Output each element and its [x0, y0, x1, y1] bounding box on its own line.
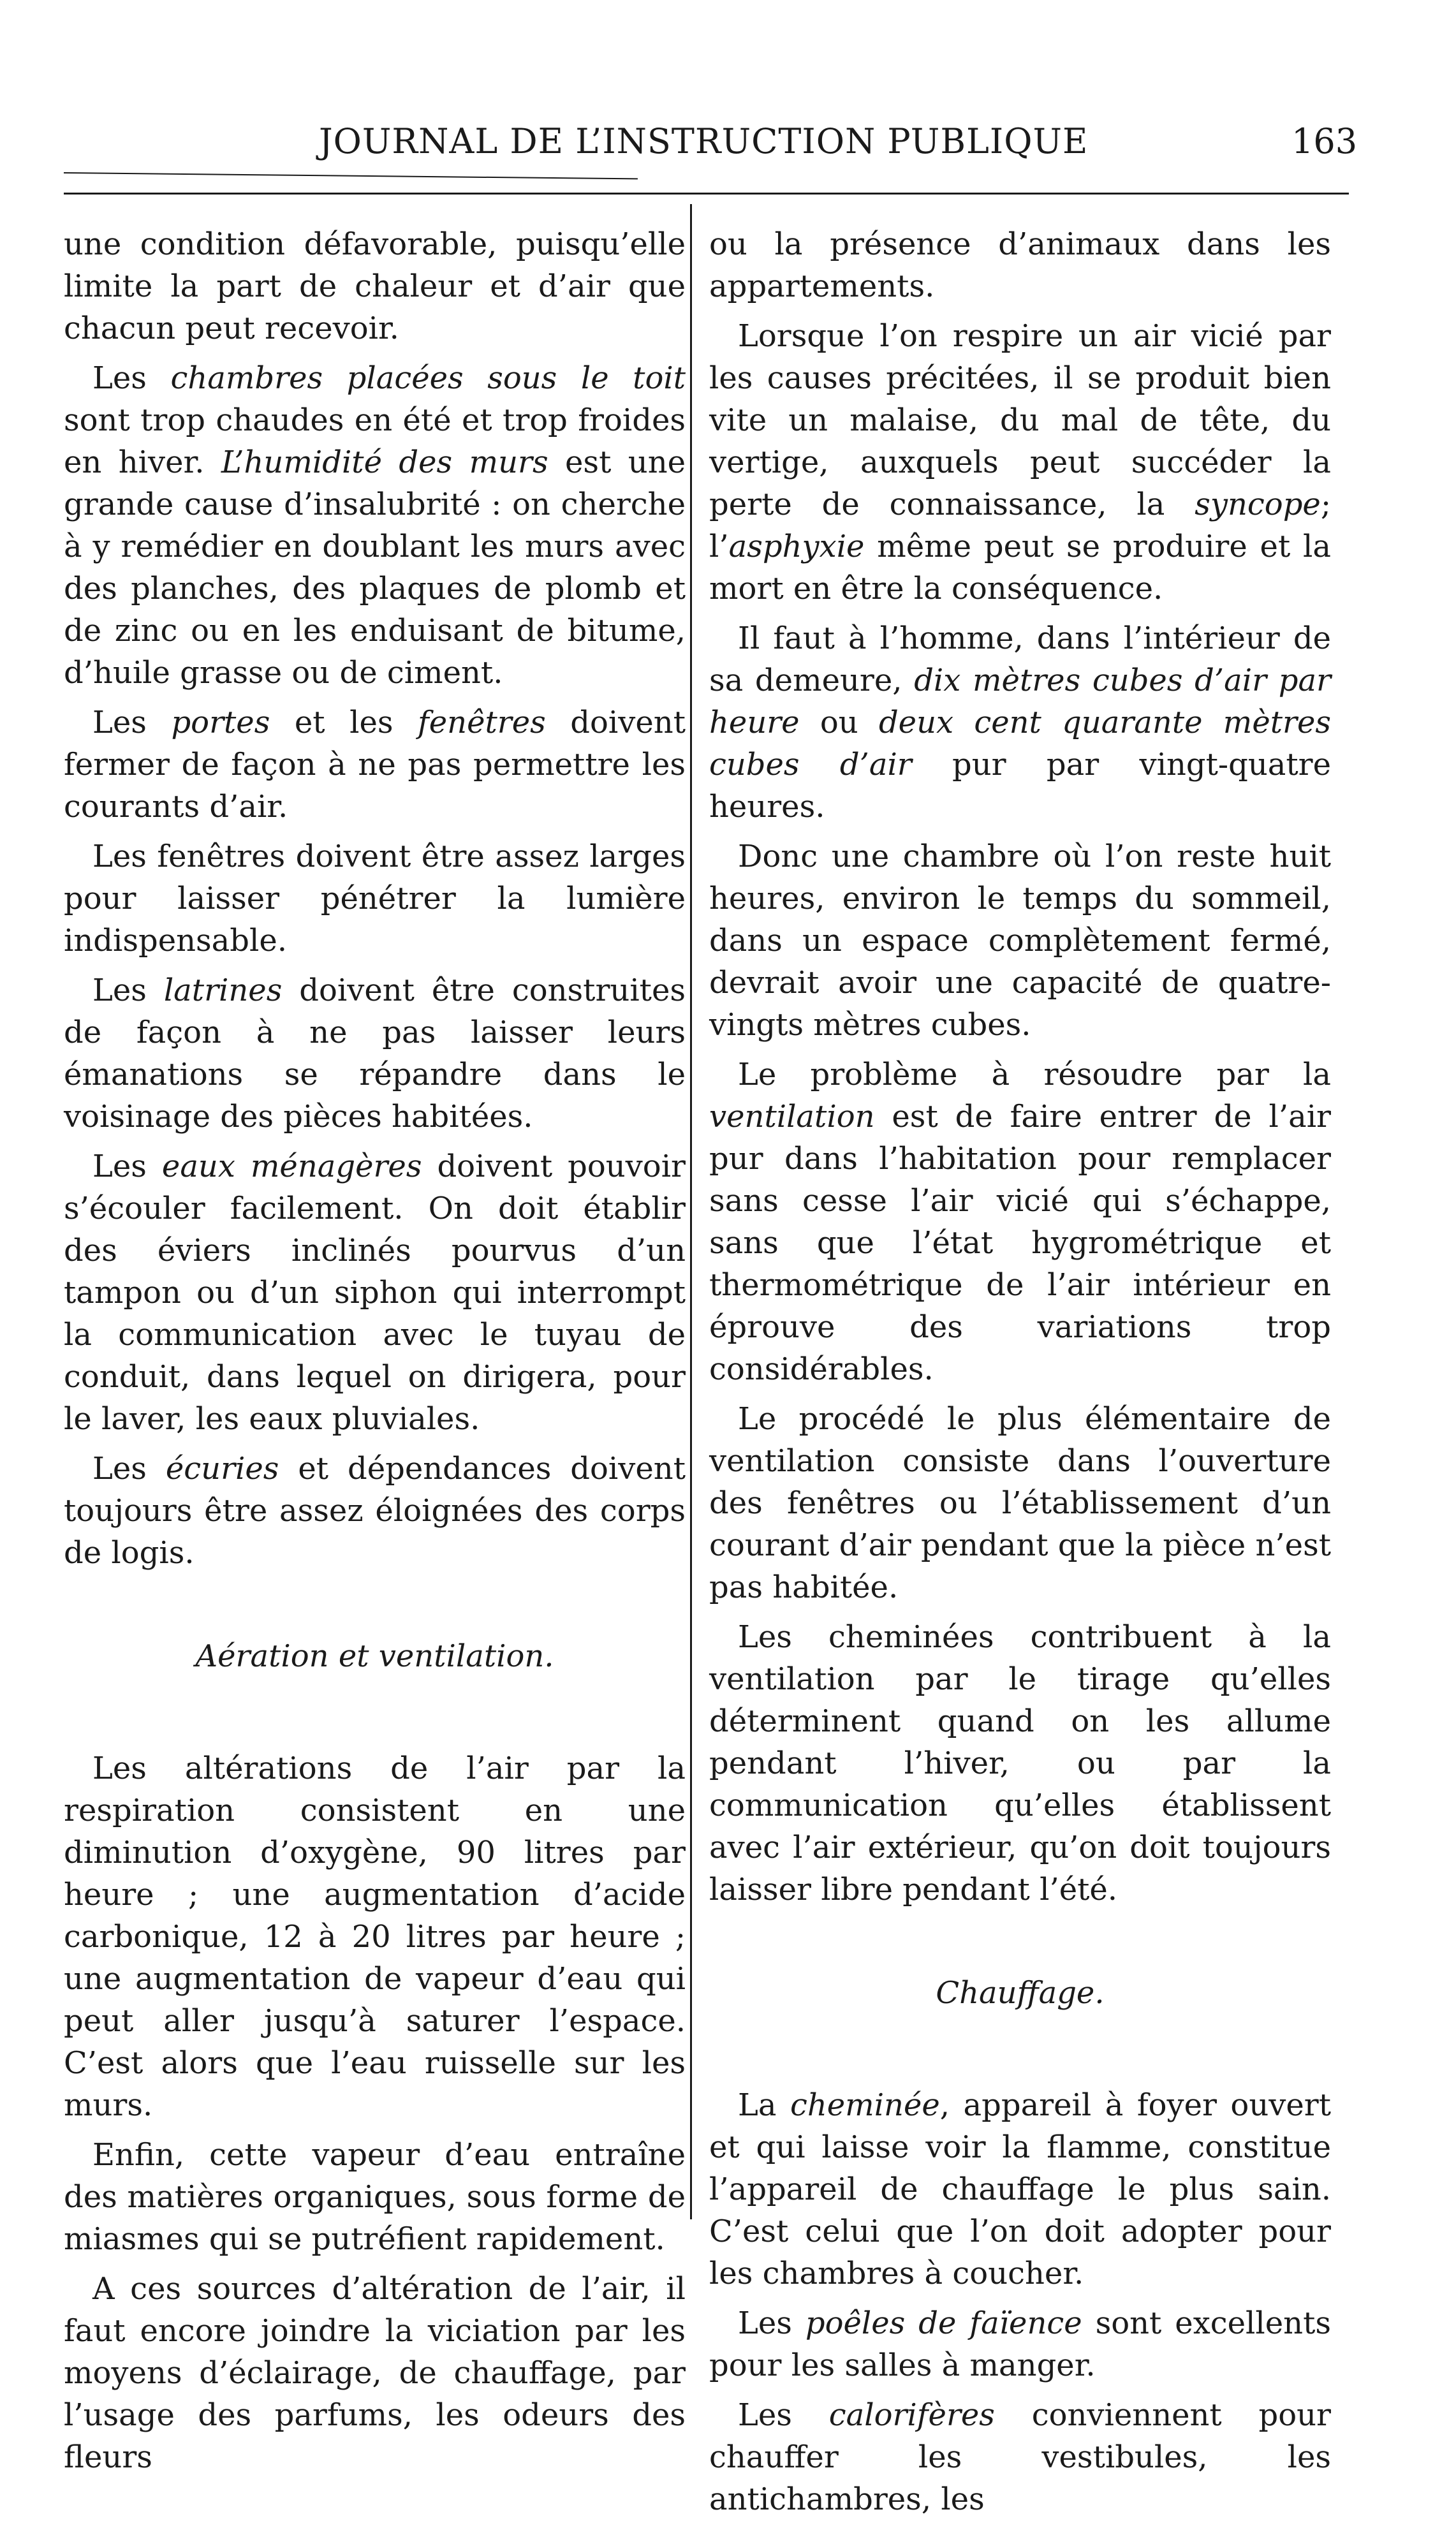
header-rule	[64, 193, 1349, 195]
left-column	[64, 223, 686, 2486]
column-divider	[690, 204, 692, 2219]
paragraph: Les écuries et dépendances doivent toujours être assez éloignées des corps de logis.	[64, 1451, 686, 1571]
paragraph: Les calorifères conviennent pour chauffer les vestibules, les antichambres, les	[709, 2397, 1332, 2517]
running-header	[0, 121, 1456, 166]
page-number: 163	[1291, 121, 1358, 161]
paragraph: A ces sources d’altération de l’air, il faut encore joindre la viciation par les moyens d’éclairage, de chauffage, par l’usage des parfums, les odeurs des fleurs	[64, 2271, 686, 2475]
paragraph: Enfin, cette vapeur d’eau entraîne des matières organiques, sous forme de miasmes qui se putréfient rapidement.	[64, 2137, 686, 2257]
paragraph: Les poêles de faïence sont excellents pour les salles à manger.	[709, 2305, 1331, 2383]
paragraph: Les fenêtres doivent être assez larges pour laisser pénétrer la lumière indispensable.	[64, 839, 686, 959]
paragraph: Les eaux ménagères doivent pouvoir s’écouler facilement. On doit établir des éviers inclinés pourvus d’un tampon ou d’un siphon qui interrompt la communication avec le tuyau de conduit, dans lequel on dirigera, pour le laver, les eaux pluviales.	[64, 1149, 686, 1437]
paragraph: Le procédé le plus élémentaire de ventilation consiste dans l’ouverture des fenêtres ou l’établissement d’un courant d’air pendant que la pièce n’est pas habitée.	[709, 1401, 1331, 1605]
paragraph: Le problème à résoudre par la ventilation est de faire entrer de l’air pur dans l’habitation pour remplacer sans cesse l’air vicié qui s’échappe, sans que l’état hygrométrique et thermométrique de l’air intérieur en éprouve des variations trop considérables.	[709, 1057, 1331, 1387]
journal-title: JOURNAL DE L’INSTRUCTION PUBLIQUE	[319, 121, 1089, 161]
header-rule-thin	[64, 172, 638, 179]
right-column	[709, 223, 1331, 2528]
paragraph: Il faut à l’homme, dans l’intérieur de sa demeure, dix mètres cubes d’air par heure ou deux cent quarante mètres cubes d’air pur par vingt-quatre heures.	[709, 621, 1331, 825]
paragraph: Lorsque l’on respire un air vicié par les causes précitées, il se produit bien vite un malaise, du mal de tête, du vertige, auxquels peut succéder la perte de connaissance, la syncope; l’asphyxie même peut se produire et la mort en être la conséquence.	[709, 318, 1331, 606]
section-heading-aeration: Aération et ventilation.	[195, 1638, 554, 1674]
paragraph: Les latrines doivent être construites de façon à ne pas laisser leurs émanations se répandre dans le voisinage des pièces habitées.	[64, 973, 686, 1135]
paragraph: ou la présence d’animaux dans les appartements.	[709, 226, 1331, 304]
paragraph: Les portes et les fenêtres doivent fermer de façon à ne pas permettre les courants d’air.	[64, 705, 686, 825]
paragraph: La cheminée, appareil à foyer ouvert et qui laisse voir la flamme, constitue l’appareil de chauffage le plus sain. C’est celui que l’on doit adopter pour les chambres à coucher.	[709, 2087, 1331, 2291]
paragraph: Les chambres placées sous le toit sont trop chaudes en été et trop froides en hiver. L’humidité des murs est une grande cause d’insalubrité : on cherche à y remédier en doublant les murs avec des planches, des plaques de plomb et de zinc ou en les enduisant de bitume, d’huile grasse ou de ciment.	[64, 360, 686, 691]
section-heading-chauffage: Chauffage.	[936, 1975, 1105, 2011]
paragraph: Les altérations de l’air par la respiration consistent en une diminution d’oxygène, 90 litres par heure ; une augmentation d’acide carbonique, 12 à 20 litres par heure ; une augmentation de vapeur d’eau qui peut aller jusqu’à saturer l’espace. C’est alors que l’eau ruisselle sur les murs.	[64, 1751, 686, 2123]
paragraph: Les cheminées contribuent à la ventilation par le tirage qu’elles déterminent quand on les allume pendant l’hiver, ou par la communication qu’elles établissent avec l’air extérieur, qu’on doit toujours laisser libre pendant l’été.	[709, 1619, 1331, 1907]
paragraph: Donc une chambre où l’on reste huit heures, environ le temps du sommeil, dans un espace complètement fermé, devrait avoir une capacité de quatre-vingts mètres cubes.	[709, 839, 1331, 1043]
paragraph: une condition défavorable, puisqu’elle limite la part de chaleur et d’air que chacun peut recevoir.	[64, 226, 686, 346]
